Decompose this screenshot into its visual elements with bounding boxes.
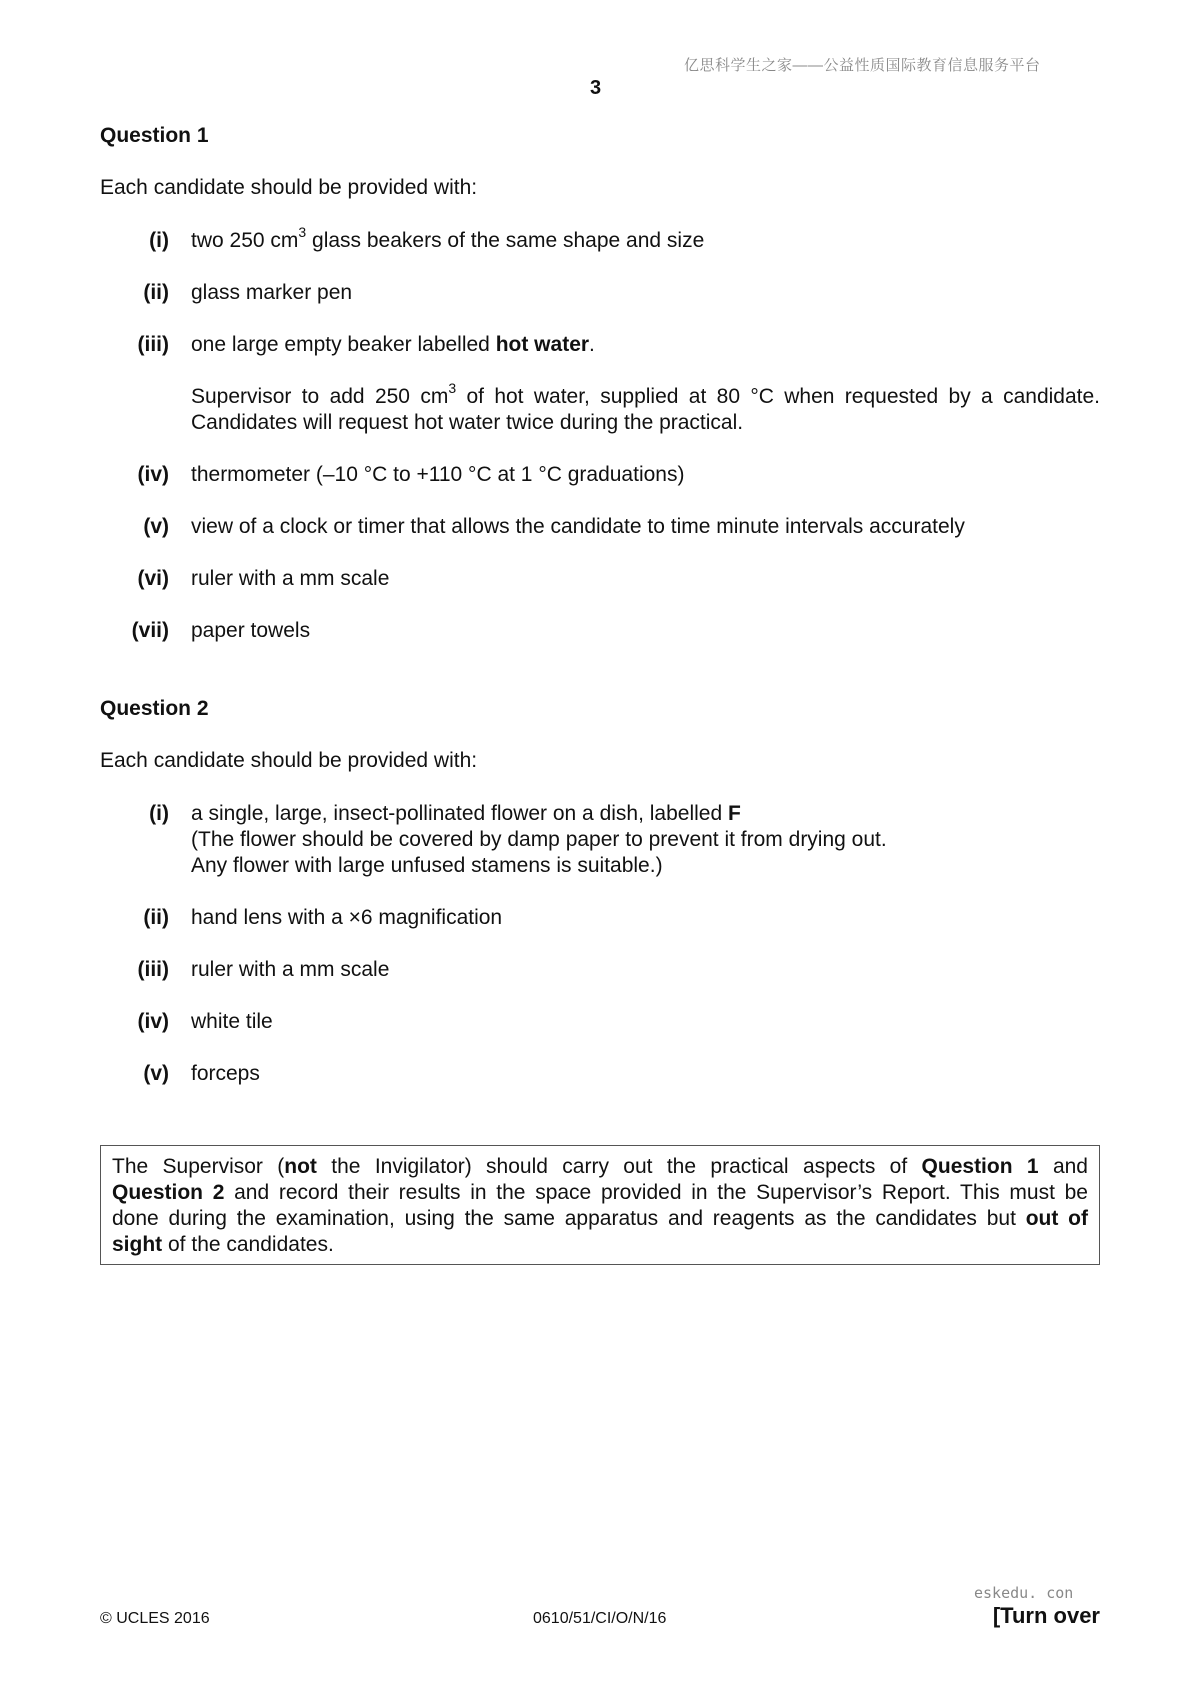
q2-item-2-number: (ii) [143, 906, 169, 929]
footer-site-watermark: eskedu. con [974, 1584, 1074, 1602]
q1-item-1-number: (i) [149, 229, 169, 252]
q1-item-2-number: (ii) [143, 281, 169, 304]
q2-item-1-text: a single, large, insect-pollinated flower on a dish, labelled F (The flower should be covered by damp paper to prevent it from drying out. Any flower with large unfused stamens is suitable.) [191, 802, 887, 877]
page-number: 3 [589, 77, 602, 99]
q2-item-4-number: (iv) [137, 1010, 169, 1033]
q2-item-4-text: white tile [191, 1010, 273, 1033]
turn-over-label: [Turn over [992, 1603, 1100, 1628]
q1-supervisor-note: Supervisor to add 250 $cm^3$ of hot water, supplied at 80 °C when requested by a candidate. Candidates will request hot water twice during the practical. [191, 380, 1100, 434]
q2-item-1-number: (i) [149, 802, 169, 825]
watermark-top: 亿思科学生之家——公益性质国际教育信息服务平台 [684, 57, 1041, 74]
q2-item-5-number: (v) [143, 1062, 169, 1085]
question-2-heading: Question 2 [100, 697, 209, 720]
supervisor-notice-box: The Supervisor (not the Invigilator) should carry out the practical aspects of Question 1 and Question 2 and record their results in the space provided in the Supervisor’s Report. This must be done during the examination, using the same apparatus and reagents as the candidates but out of sight of the candidates. [100, 1145, 1100, 1265]
q1-item-7-text: paper towels [191, 619, 311, 642]
q1-item-5-number: (v) [143, 515, 169, 538]
q2-item-3-text: ruler with a mm scale [191, 958, 390, 981]
question-2-intro: Each candidate should be provided with: [100, 749, 478, 772]
q1-item-3-number: (iii) [137, 333, 169, 356]
q1-item-5-text: view of a clock or timer that allows the candidate to time minute intervals accurately [191, 515, 965, 538]
q1-item-3-text: one large empty beaker labelled hot water. [191, 333, 595, 356]
q2-item-2-text: hand lens with a ×6 magnification [191, 906, 503, 929]
q1-item-4-text: thermometer (–10 °C to +110 °C at 1 °C graduations) [191, 463, 685, 486]
q1-item-7-number: (vii) [131, 619, 169, 642]
q1-item-1-text: two 250 $cm^3$ glass beakers of the same shape and size [191, 224, 705, 252]
q1-item-6-number: (vi) [137, 567, 169, 590]
q1-item-4-number: (iv) [137, 463, 169, 486]
question-1-heading: Question 1 [100, 124, 209, 147]
footer-paper-code: 0610/51/CI/O/N/16 [533, 1610, 667, 1627]
question-1-intro: Each candidate should be provided with: [100, 176, 478, 199]
q1-item-6-text: ruler with a mm scale [191, 567, 390, 590]
q2-item-3-number: (iii) [137, 958, 169, 981]
footer-copyright: © UCLES 2016 [100, 1610, 210, 1627]
q1-item-2-text: glass marker pen [191, 281, 353, 304]
q2-item-5-text: forceps [191, 1062, 260, 1085]
